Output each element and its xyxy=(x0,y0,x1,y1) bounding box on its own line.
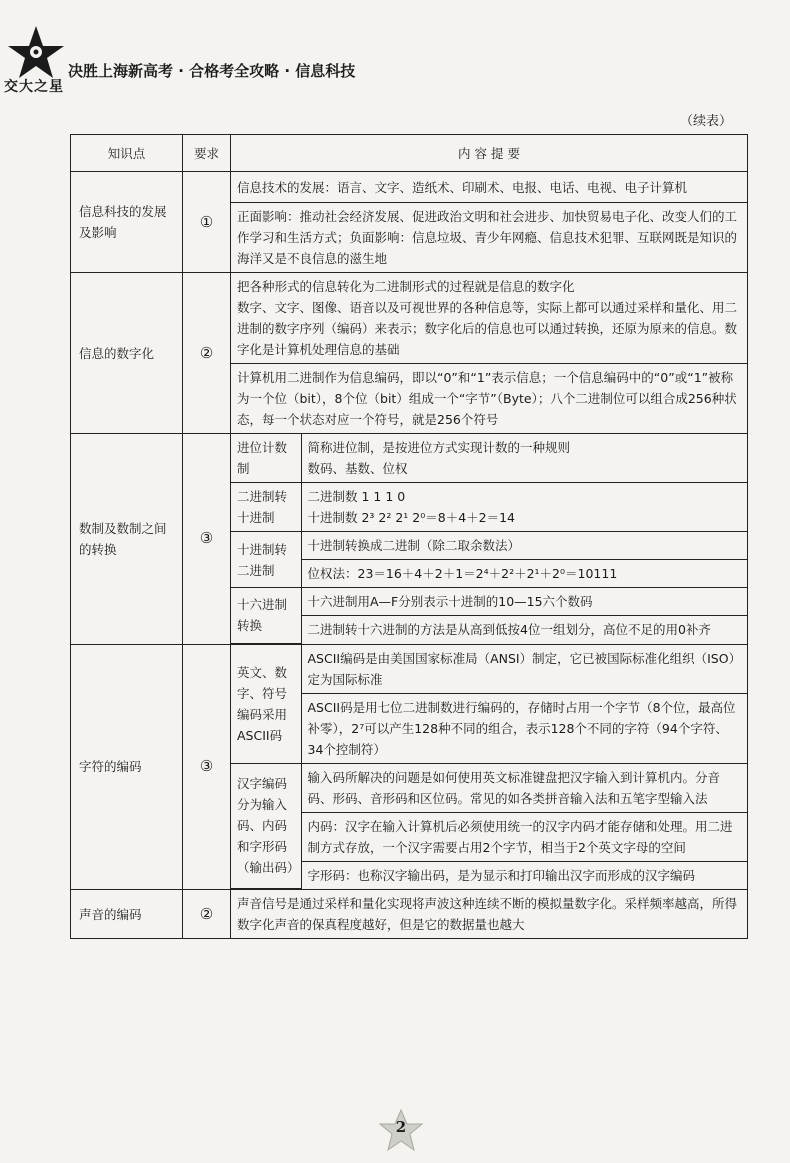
table-row xyxy=(71,434,748,645)
table-row xyxy=(71,644,748,890)
content-cell: 内码：汉字在输入计算机后必须使用统一的汉字内码才能存储和处理。用二进制方式存放，一个汉字需要占用2个字节，相当于2个英文字母的空间 xyxy=(301,812,747,861)
content-cell: 十六进制用A—F分别表示十进制的10—15六个数码 xyxy=(301,588,747,616)
sub-topic: 英文、数字、符号编码采用ASCII码 xyxy=(231,645,301,764)
sub-topic: 十进制转二进制 xyxy=(231,532,301,588)
content-cell: 正面影响：推动社会经济发展、促进政治文明和社会进步、加快贸易电子化、改变人们的工作学习和生活方式；负面影响：信息垃圾、青少年网瘾、信息技术犯罪、互联网既是知识的海洋又是不良信息的滋生地 xyxy=(231,203,748,273)
requirement-cell: ② xyxy=(183,890,231,939)
continued-label: （续表） xyxy=(679,114,732,129)
sub-table xyxy=(231,645,747,890)
logo-text: 交大之星 xyxy=(4,79,64,95)
sub-topic: 十六进制转换 xyxy=(231,588,301,644)
knowledge-table xyxy=(70,134,748,939)
content-cell: 字形码：也称汉字输出码，是为显示和打印输出汉字而形成的汉字编码 xyxy=(301,861,747,889)
content-cell: 简称进位制，是按进位方式实现计数的一种规则 数码、基数、位权 xyxy=(301,434,747,483)
column-header: 知识点 xyxy=(71,135,183,172)
sub-topic: 二进制转十进制 xyxy=(231,483,301,532)
content-cell: 计算机用二进制作为信息编码，即以“0”和“1”表示信息；一个信息编码中的“0”或“1”被称为一个位（bit），8个位（bit）组成一个“字节”（Byte）；八个二进制位可以组合成256种状态，每一个状态对应一个符号，就是256个符号 xyxy=(231,364,748,434)
content-cell: ASCII码是用七位二进制数进行编码的，存储时占用一个字节（8个位，最高位补零），2⁷可以产生128种不同的组合，表示128个不同的字符（94个字符、34个控制符） xyxy=(301,693,747,763)
table-header-row xyxy=(71,135,748,172)
content-cell: 二进制转十六进制的方法是从高到低按4位一组划分，高位不足的用0补齐 xyxy=(301,616,747,644)
requirement-cell: ③ xyxy=(183,434,231,645)
content-cell: 把各种形式的信息转化为二进制形式的过程就是信息的数字化 数字、文字、图像、语音以及可视世界的各种信息等，实际上都可以通过采样和量化、用二进制的数字序列（编码）来表示；数字化后的信息也可以通过转换，还原为原来的信息。数字化是计算机处理信息的基础 xyxy=(231,273,748,364)
column-header: 要求 xyxy=(183,135,231,172)
book-title: 决胜上海新高考 · 合格考全攻略 · 信息科技 xyxy=(68,62,356,80)
sub-topic: 进位计数制 xyxy=(231,434,301,483)
page-header xyxy=(0,0,790,110)
content-cell: 声音信号是通过采样和量化实现将声波这种连续不断的模拟量数字化。采样频率越高，所得数字化声音的保真程度越好，但是它的数据量也越大 xyxy=(231,890,748,939)
requirement-cell: ① xyxy=(183,172,231,273)
content-cell: 二进制数 1 1 1 0 十进制数 2³ 2² 2¹ 2⁰＝8＋4＋2＝14 xyxy=(301,483,747,532)
table-row xyxy=(71,273,748,364)
topic-cell: 信息的数字化 xyxy=(71,273,183,434)
content-cell: 输入码所解决的问题是如何使用英文标准键盘把汉字输入到计算机内。分音码、形码、音形码和区位码。常见的如各类拼音输入法和五笔字型输入法 xyxy=(301,763,747,812)
content-cell: 信息技术的发展：语言、文字、造纸术、印刷术、电报、电话、电视、电子计算机 xyxy=(231,172,748,203)
topic-cell: 数制及数制之间的转换 xyxy=(71,434,183,645)
topic-cell: 字符的编码 xyxy=(71,644,183,890)
topic-cell: 信息科技的发展及影响 xyxy=(71,172,183,273)
requirement-cell: ② xyxy=(183,273,231,434)
table-row xyxy=(71,172,748,203)
content-cell: ASCII编码是由美国国家标准局（ANSI）制定，它已被国际标准化组织（ISO）定为国际标准 xyxy=(301,645,747,694)
content-cell: 位权法：23＝16＋4＋2＋1＝2⁴＋2²＋2¹＋2⁰＝10111 xyxy=(301,560,747,588)
column-header: 内 容 提 要 xyxy=(231,135,748,172)
sub-topic: 汉字编码分为输入码、内码和字形码（输出码） xyxy=(231,763,301,889)
content-cell: 十进制转换成二进制（除二取余数法） xyxy=(301,532,747,560)
page-number: 2 xyxy=(395,1118,407,1136)
requirement-cell: ③ xyxy=(183,644,231,890)
topic-cell: 声音的编码 xyxy=(71,890,183,939)
sub-table xyxy=(231,434,747,644)
table-row xyxy=(71,890,748,939)
